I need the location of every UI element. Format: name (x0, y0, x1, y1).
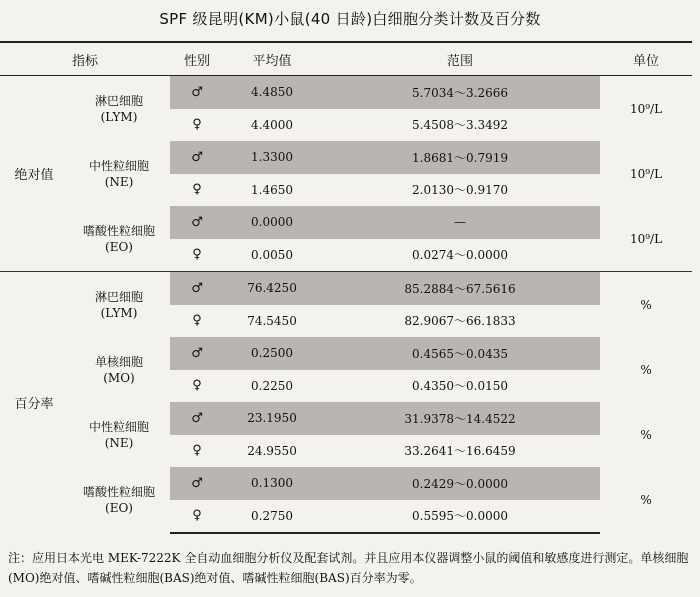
mean-value: 1.3300 (224, 141, 320, 174)
range-value: 5.4508～3.3492 (412, 118, 508, 133)
range-value: 0.5595～0.0000 (320, 500, 600, 534)
sex-symbol: ♂ (170, 206, 224, 239)
range-value: 1.8681～0.7919 (320, 141, 600, 174)
unit-label: % (640, 427, 652, 442)
category-label: 百分率 (0, 272, 68, 534)
cell-type-label: 淋巴细胞 (LYM) (95, 93, 144, 124)
cell-type-label: 中性粒细胞 (NE) (89, 419, 150, 450)
sex-symbol: ♂ (170, 467, 224, 500)
mean-value: 4.4850 (224, 76, 320, 109)
table-row (0, 206, 692, 239)
mean-value: 74.5450 (247, 313, 297, 328)
header-unit: 单位 (600, 42, 692, 76)
mean-value: 0.2250 (251, 378, 294, 393)
sex-symbol: ♀ (192, 247, 202, 263)
cell-type-label: 嗜酸性粒细胞 (EO) (83, 485, 156, 515)
sex-symbol: ♀ (170, 500, 224, 534)
sex-symbol: ♂ (170, 141, 224, 174)
sex-symbol: ♂ (170, 337, 224, 370)
sex-symbol: ♀ (192, 378, 202, 394)
cell-type-label: 单核细胞 (MO) (95, 354, 144, 385)
header-row (0, 42, 692, 76)
table-row (0, 76, 692, 109)
unit-label: % (640, 362, 652, 377)
range-value: 33.2641～16.6459 (404, 444, 516, 459)
mean-value: 4.4000 (251, 117, 294, 132)
table-body (0, 76, 692, 534)
category-label: 绝对值 (14, 168, 54, 183)
range-value: 85.2884～67.5616 (320, 272, 600, 305)
range-value: 0.4350～0.0150 (412, 379, 508, 394)
range-value: 5.7034～3.2666 (320, 76, 600, 109)
cell-type-label: 嗜酸性粒细胞 (EO) (83, 223, 156, 254)
sex-symbol: ♀ (192, 117, 202, 133)
unit-label: 10⁹/L (629, 166, 663, 181)
table-title: SPF 级昆明(KM)小鼠(40 日龄)白细胞分类计数及百分数 (159, 10, 541, 28)
mean-value: 24.9550 (247, 443, 297, 458)
mean-value: 0.2500 (224, 337, 320, 370)
cell-type-label: 淋巴细胞 (LYM) (68, 272, 170, 338)
mean-value: 1.4650 (251, 182, 294, 197)
sex-symbol: ♀ (192, 443, 202, 459)
mean-value: 0.0050 (251, 247, 294, 262)
table-row (0, 467, 692, 500)
sex-symbol: ♂ (170, 76, 224, 109)
table-row (0, 402, 692, 435)
range-value: 2.0130～0.9170 (412, 183, 508, 198)
range-value: 31.9378～14.4522 (320, 402, 600, 435)
range-value: 82.9067～66.1833 (404, 314, 516, 329)
sex-symbol: ♂ (170, 402, 224, 435)
unit-label: % (600, 272, 692, 338)
mean-value: 23.1950 (224, 402, 320, 435)
wbc-table (0, 41, 692, 534)
sex-symbol: ♂ (170, 272, 224, 305)
header-mean: 平均值 (224, 42, 320, 76)
header-range: 范围 (320, 42, 600, 76)
range-value: — (320, 206, 600, 239)
sex-symbol: ♀ (192, 313, 202, 329)
header-sex: 性别 (170, 42, 224, 76)
header-indicator: 指标 (0, 42, 170, 76)
unit-label: % (640, 493, 652, 507)
table-row (0, 272, 692, 305)
mean-value: 0.1300 (224, 467, 320, 500)
table-row (0, 141, 692, 174)
mean-value: 76.4250 (224, 272, 320, 305)
cell-type-label: 中性粒细胞 (NE) (89, 158, 150, 189)
sex-symbol: ♀ (192, 182, 202, 198)
mean-value: 0.2750 (224, 500, 320, 534)
mean-value: 0.0000 (224, 206, 320, 239)
range-value: 0.0274～0.0000 (412, 248, 508, 263)
table-row (0, 337, 692, 370)
unit-label: 10⁹/L (629, 231, 663, 246)
unit-label: 10⁹/L (629, 101, 663, 116)
range-value: 0.4565～0.0435 (320, 337, 600, 370)
footnote: 注：应用日本光电 MEK-7222K 全自动血细胞分析仪及配套试剂。并且应用本仪器调整小鼠的阈值和敏感度进行测定。单核细胞(MO)绝对值、嗜碱性粒细胞(BAS)绝对值、嗜碱性粒细胞(BAS)百分率为零。 (8, 551, 689, 585)
range-value: 0.2429～0.0000 (320, 467, 600, 500)
